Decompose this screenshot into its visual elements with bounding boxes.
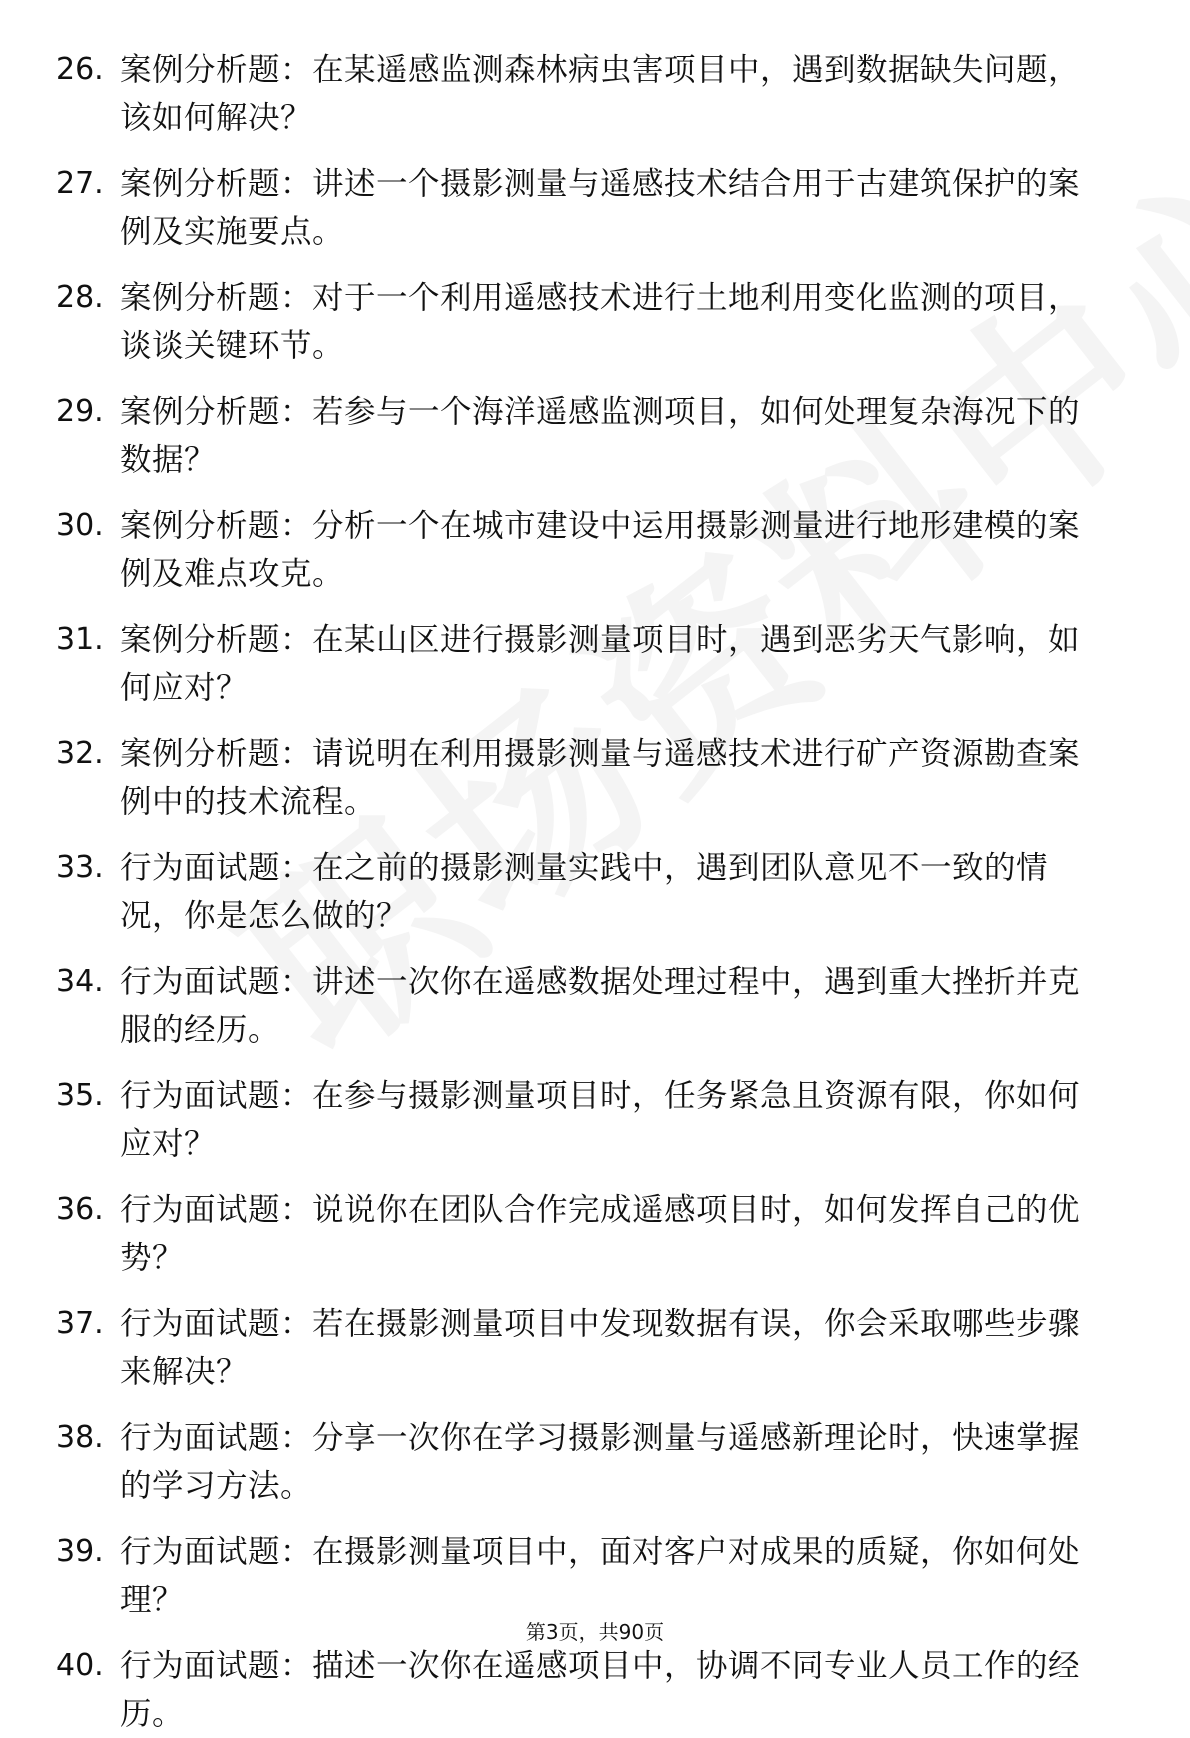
question-body: 对于一个利用遥感技术进行土地利用变化监测的项目，谈谈关键环节。 <box>120 280 1081 364</box>
list-item <box>56 958 1106 1054</box>
question-type: 案例分析题： <box>120 622 313 658</box>
question-body: 请说明在利用摄影测量与遥感技术进行矿产资源勘查案例中的技术流程。 <box>120 736 1081 820</box>
question-body: 分享一次你在学习摄影测量与遥感新理论时，快速掌握的学习方法。 <box>120 1420 1081 1504</box>
question-number: 27. <box>56 166 104 201</box>
question-type: 行为面试题： <box>120 1192 313 1228</box>
question-body: 描述一次你在遥感项目中，协调不同专业人员工作的经历。 <box>120 1648 1081 1732</box>
question-body: 在摄影测量项目中，面对客户对成果的质疑，你如何处理？ <box>120 1534 1081 1618</box>
question-body: 在之前的摄影测量实践中，遇到团队意见不一致的情况，你是怎么做的？ <box>120 850 1049 934</box>
list-item <box>56 1072 1106 1168</box>
question-type: 行为面试题： <box>120 1420 313 1456</box>
question-text <box>120 46 1106 142</box>
question-number: 31. <box>56 622 104 657</box>
question-text <box>120 1300 1106 1396</box>
question-type: 案例分析题： <box>120 280 313 316</box>
question-number: 33. <box>56 850 104 885</box>
question-number: 34. <box>56 964 104 999</box>
question-body: 讲述一个摄影测量与遥感技术结合用于古建筑保护的案例及实施要点。 <box>120 166 1081 250</box>
list-item <box>56 274 1106 370</box>
question-body: 若在摄影测量项目中发现数据有误，你会采取哪些步骤来解决？ <box>120 1306 1081 1390</box>
list-item <box>56 502 1106 598</box>
page-footer <box>0 1618 1190 1646</box>
question-text <box>120 160 1106 256</box>
list-item <box>56 1414 1106 1510</box>
question-text <box>120 1186 1106 1282</box>
question-type: 行为面试题： <box>120 850 313 886</box>
question-type: 案例分析题： <box>120 394 313 430</box>
question-type: 案例分析题： <box>120 166 313 202</box>
question-type: 行为面试题： <box>120 964 313 1000</box>
list-item <box>56 46 1106 142</box>
question-number: 36. <box>56 1192 104 1227</box>
question-type: 行为面试题： <box>120 1648 313 1684</box>
question-number: 30. <box>56 508 104 543</box>
question-text <box>120 844 1106 940</box>
question-text <box>120 616 1106 712</box>
question-number: 32. <box>56 736 104 771</box>
question-type: 案例分析题： <box>120 508 313 544</box>
question-body: 分析一个在城市建设中运用摄影测量进行地形建模的案例及难点攻克。 <box>120 508 1081 592</box>
question-text <box>120 1528 1106 1624</box>
list-item <box>56 1642 1106 1738</box>
question-text <box>120 1642 1106 1738</box>
question-body: 若参与一个海洋遥感监测项目，如何处理复杂海况下的数据？ <box>120 394 1081 478</box>
question-text <box>120 1072 1106 1168</box>
question-text <box>120 1414 1106 1510</box>
question-text <box>120 730 1106 826</box>
question-body: 在某山区进行摄影测量项目时，遇到恶劣天气影响，如何应对？ <box>120 622 1081 706</box>
list-item <box>56 616 1106 712</box>
list-item <box>56 388 1106 484</box>
list-item <box>56 1300 1106 1396</box>
question-number: 26. <box>56 52 104 87</box>
question-text <box>120 958 1106 1054</box>
question-number: 28. <box>56 280 104 315</box>
question-number: 38. <box>56 1420 104 1455</box>
question-number: 29. <box>56 394 104 429</box>
question-type: 行为面试题： <box>120 1306 313 1342</box>
list-item <box>56 1186 1106 1282</box>
question-body: 说说你在团队合作完成遥感项目时，如何发挥自己的优势？ <box>120 1192 1081 1276</box>
list-item <box>56 730 1106 826</box>
question-type: 案例分析题： <box>120 52 313 88</box>
question-number: 39. <box>56 1534 104 1569</box>
question-body: 在参与摄影测量项目时，任务紧急且资源有限，你如何应对？ <box>120 1078 1081 1162</box>
list-item <box>56 160 1106 256</box>
question-body: 在某遥感监测森林病虫害项目中，遇到数据缺失问题，该如何解决？ <box>120 52 1081 136</box>
question-number: 37. <box>56 1306 104 1341</box>
question-body: 讲述一次你在遥感数据处理过程中，遇到重大挫折并克服的经历。 <box>120 964 1081 1048</box>
list-item <box>56 844 1106 940</box>
question-text <box>120 274 1106 370</box>
page-number-label: 第3页，共90页 <box>525 1620 665 1644</box>
list-item <box>56 1528 1106 1624</box>
question-type: 行为面试题： <box>120 1534 313 1570</box>
question-number: 40. <box>56 1648 104 1683</box>
question-text <box>120 388 1106 484</box>
question-type: 案例分析题： <box>120 736 313 772</box>
question-text <box>120 502 1106 598</box>
question-type: 行为面试题： <box>120 1078 313 1114</box>
question-number: 35. <box>56 1078 104 1113</box>
